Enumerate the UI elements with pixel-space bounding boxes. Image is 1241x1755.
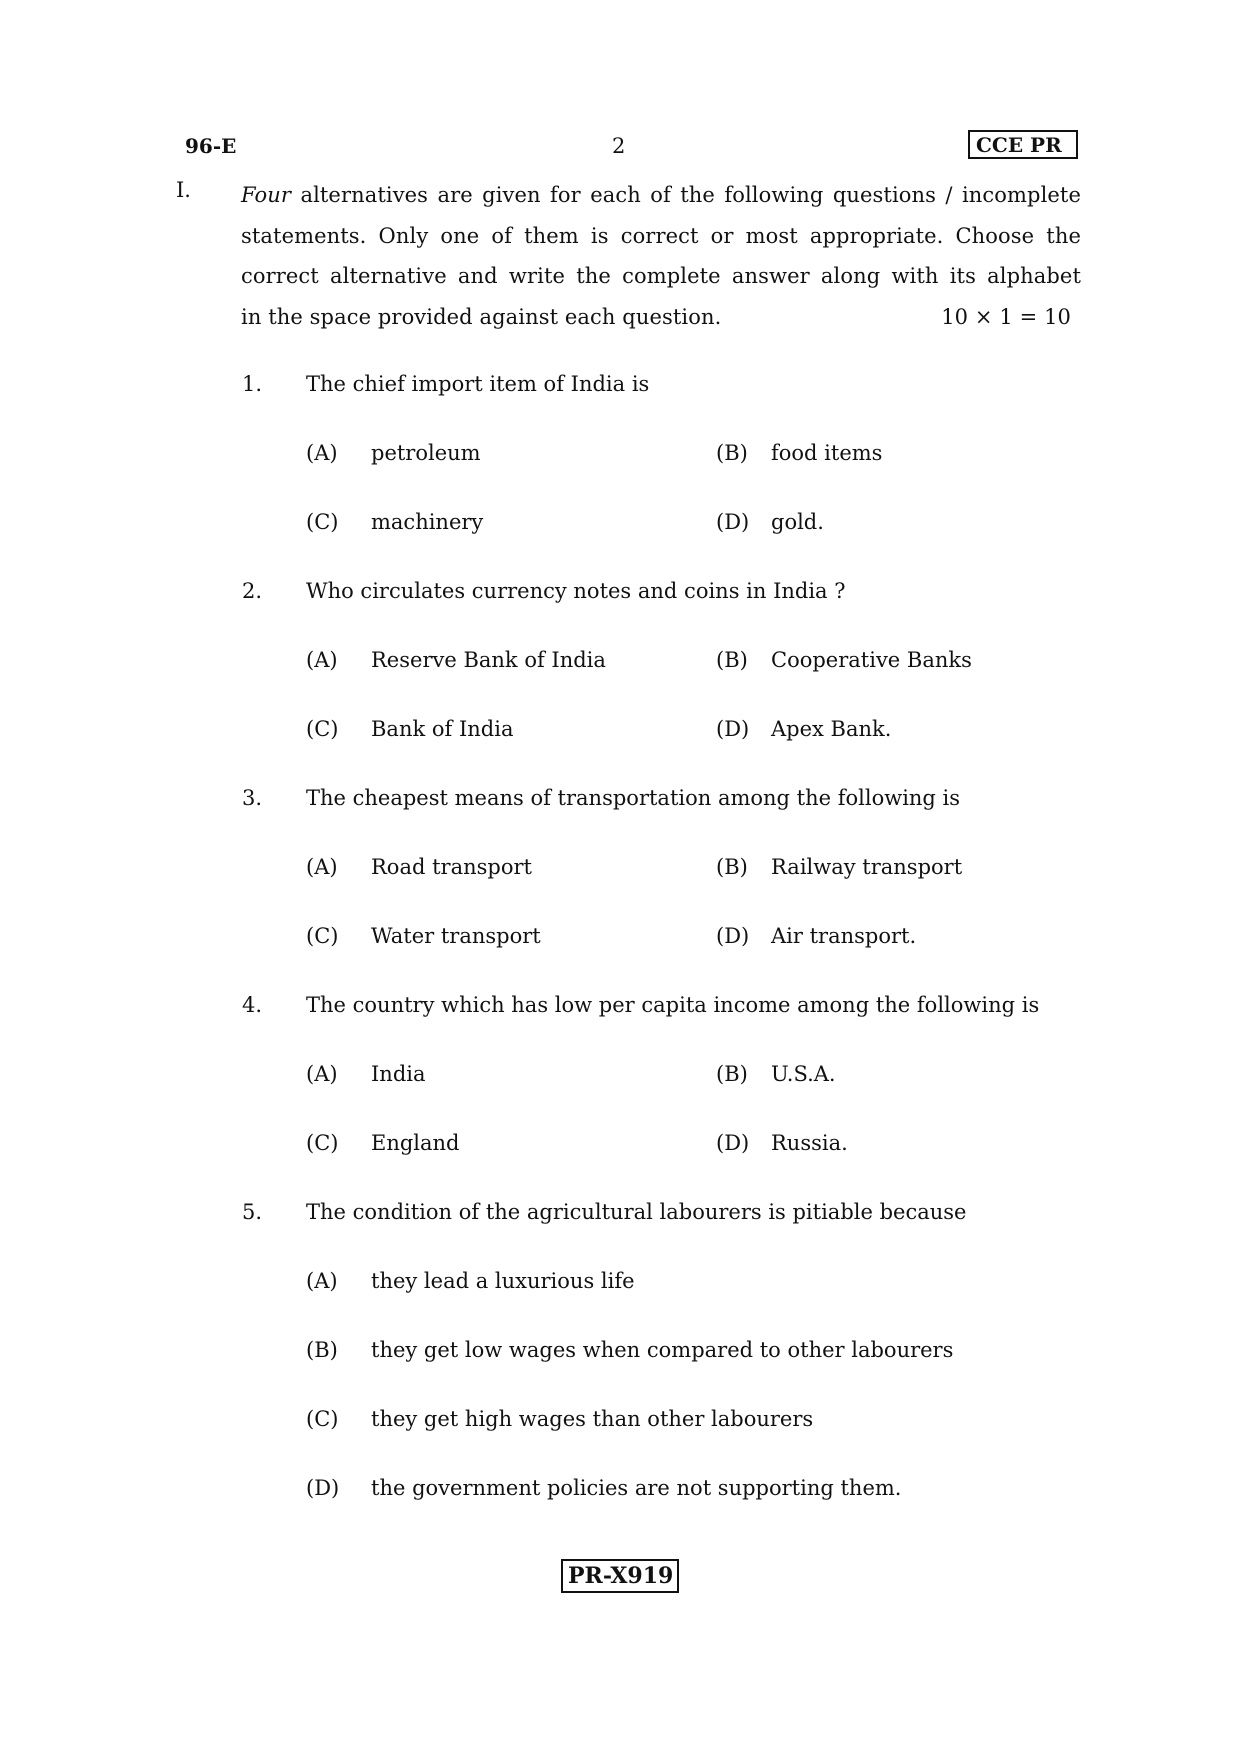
question-text: Who circulates currency notes and coins in India ?	[306, 579, 846, 603]
section-instruction	[241, 175, 1081, 337]
question-text: The cheapest means of transportation among the following is	[306, 786, 961, 810]
option-label: (A)	[306, 648, 338, 672]
option-label: (B)	[716, 648, 748, 672]
option-label: (C)	[306, 924, 339, 948]
option-text: food items	[771, 441, 883, 465]
option-label: (C)	[306, 717, 339, 741]
option-label: (A)	[306, 441, 338, 465]
instruction-italic: Four	[241, 183, 292, 207]
question-text: The chief import item of India is	[306, 372, 650, 396]
option-text: Cooperative Banks	[771, 648, 972, 672]
option-label: (D)	[716, 1131, 750, 1155]
instruction-line-2: statements. Only one of them is correct or most appropriate. Choose the	[241, 223, 1081, 248]
option-text: U.S.A.	[771, 1062, 836, 1086]
option-text: they get high wages than other labourers	[371, 1407, 814, 1431]
option-label: (B)	[306, 1338, 338, 1362]
question-number: 4.	[242, 993, 263, 1017]
option-label: (D)	[306, 1476, 340, 1500]
option-label: (D)	[716, 924, 750, 948]
option-label: (B)	[716, 855, 748, 879]
option-label: (D)	[716, 510, 750, 534]
option-text: Railway transport	[771, 855, 963, 879]
option-label: (D)	[716, 717, 750, 741]
footer-code-box: PR-X919	[561, 1559, 679, 1593]
option-text: England	[371, 1131, 460, 1155]
option-text: Road transport	[371, 855, 532, 879]
option-text: gold.	[771, 510, 824, 534]
option-text: Apex Bank.	[771, 717, 892, 741]
paper-code: 96-E	[185, 134, 237, 158]
marks-allocation: 10 × 1 = 10	[941, 304, 1071, 329]
instruction-line-1: Four alternatives are given for each of the following questions / incomplete	[241, 183, 1082, 207]
option-text: the government policies are not supporting them.	[371, 1476, 902, 1500]
option-text: petroleum	[371, 441, 481, 465]
option-label: (B)	[716, 1062, 748, 1086]
option-label: (A)	[306, 855, 338, 879]
question-number: 5.	[242, 1200, 263, 1224]
option-text: Water transport	[371, 924, 541, 948]
instruction-line-3: correct alternative and write the complete answer along with its alphabet	[241, 264, 1081, 288]
section-number: I.	[176, 178, 191, 202]
question-number: 3.	[242, 786, 263, 810]
option-text: Reserve Bank of India	[371, 648, 606, 672]
option-text: they get low wages when compared to other labourers	[371, 1338, 954, 1362]
question-text: The condition of the agricultural labourers is pitiable because	[306, 1200, 967, 1224]
option-text: Bank of India	[371, 717, 514, 741]
option-label: (B)	[716, 441, 748, 465]
option-label: (C)	[306, 1131, 339, 1155]
instruction-line-4: in the space provided against each question. 10 × 1 = 10	[241, 297, 1081, 338]
option-text: Air transport.	[771, 924, 917, 948]
option-text: machinery	[371, 510, 484, 534]
option-label: (C)	[306, 510, 339, 534]
option-text: Russia.	[771, 1131, 848, 1155]
option-label: (A)	[306, 1062, 338, 1086]
question-number: 1.	[242, 372, 263, 396]
option-text: they lead a luxurious life	[371, 1269, 635, 1293]
option-label: (A)	[306, 1269, 338, 1293]
series-box: CCE PR	[968, 130, 1078, 159]
option-text: India	[371, 1062, 426, 1086]
option-label: (C)	[306, 1407, 339, 1431]
question-text: The country which has low per capita income among the following is	[306, 993, 1040, 1017]
page-number: 2	[612, 134, 626, 158]
question-number: 2.	[242, 579, 263, 603]
